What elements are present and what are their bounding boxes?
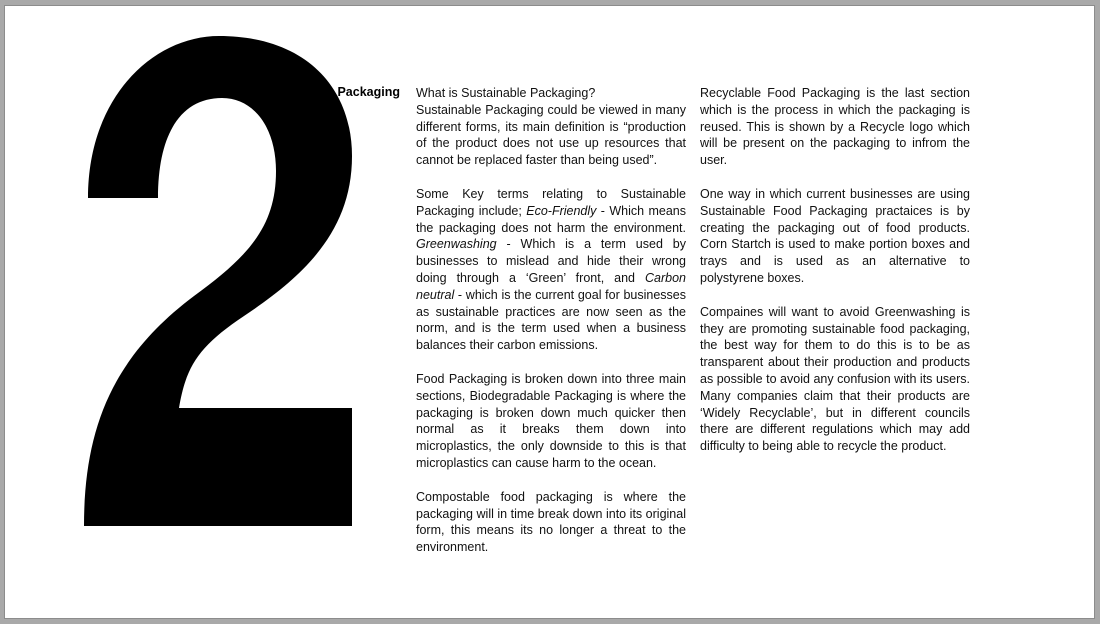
paragraph: Compaines will want to avoid Greenwashing is they are promoting sustainable food packaging, the best way for them to do this is to be as transparent about their production and products as possible to avoid any confusion with its users. Many companies claim that their products are ‘Widely Recyclable’, but in different councils there are different regulations which may add difficulty to being able to recycle the product. — [700, 304, 970, 454]
paragraph: Sustainable Packaging could be viewed in many different forms, its main definition is “production of the product does not use up resources that cannot be replaced faster than being used”. — [416, 102, 686, 168]
paragraph: Recyclable Food Packaging is the last section which is the process in which the packaging is reused. This is shown by a Recycle logo which will be present on the packaging to infrom the user. — [700, 86, 970, 168]
key-terms-intro: Some Key terms relating to Sustainable Packaging include; — [416, 186, 686, 218]
section-heading: What is Sustainable Packaging? — [416, 86, 596, 100]
key-terms-paragraph — [416, 186, 686, 354]
term-greenwashing-definition: - Which is a term used by businesses to mislead and hide their wrong doing through a ‘Green’ front, and — [416, 237, 686, 285]
paragraph: One way in which current businesses are using Sustainable Food Packaging practaices is by creating the packaging out of food products. Corn Startch is used to make portion boxes and trays and is used as an alternative to polystyrene boxes. — [700, 186, 970, 285]
term-eco-friendly-definition: - Which means the packaging does not harm the environment. — [416, 203, 686, 235]
text-column-2 — [700, 85, 970, 472]
paragraph: Food Packaging is broken down into three main sections, Biodegradable Packaging is where the packaging is broken down much quicker then normal as it breaks them down into microplastics, the only downside to this is that microplastics can cause harm to the ocean. — [416, 371, 686, 470]
document-page — [4, 5, 1095, 619]
term-carbon-neutral: Carbon neutral — [416, 270, 686, 302]
chapter-number — [74, 36, 364, 556]
paragraph: Compostable food packaging is where the packaging will in time break down into its original form, this means its no longer a threat to the environment. — [416, 489, 686, 555]
section-title: Sustainable Packaging — [263, 85, 400, 99]
chapter-number-glyph — [74, 36, 364, 556]
text-column-1 — [416, 85, 686, 573]
term-eco-friendly: Eco-Friendly — [526, 203, 597, 218]
term-greenwashing: Greenwashing — [416, 237, 497, 252]
term-carbon-neutral-definition: - which is the current goal for businesses as sustainable practices are now seen as the norm, and is the term used when a business balances their carbon emissions. — [416, 287, 686, 353]
